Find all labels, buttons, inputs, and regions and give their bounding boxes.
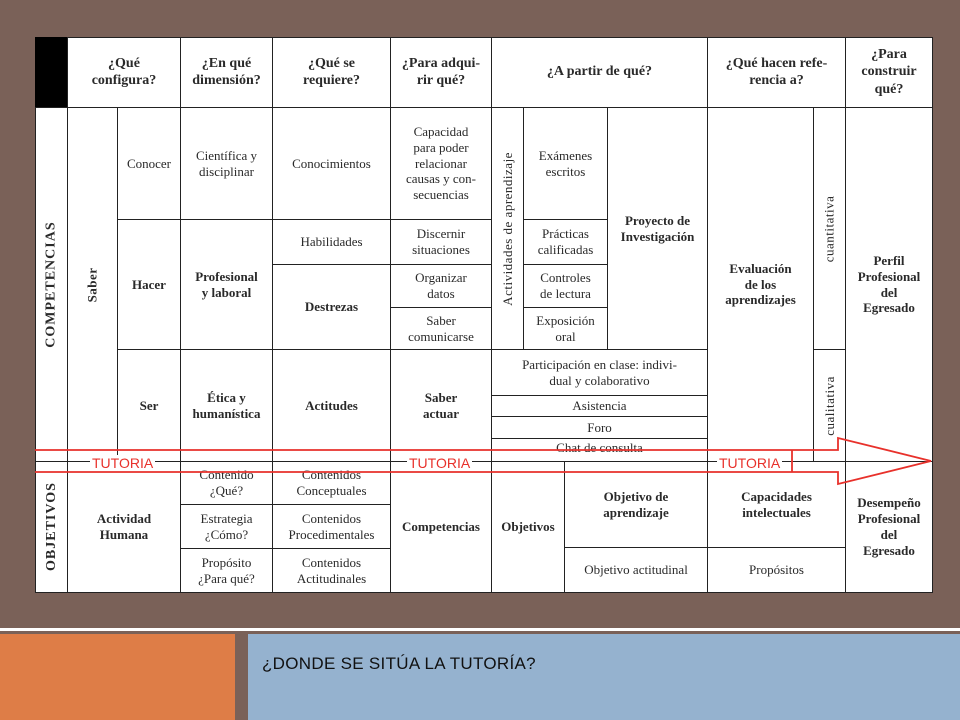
tutoria-label-2: TUTORIA [409, 455, 471, 471]
actividad-humana-cell: Actividad Humana [68, 462, 181, 593]
header-configura: ¿Qué configura? [68, 37, 181, 108]
profesional-cell: Profesional y laboral [181, 220, 273, 350]
tutoria-label-3: TUTORIA [719, 455, 781, 471]
slide-title: ¿DONDE SE SITÚA LA TUTORÍA? [262, 654, 536, 673]
competency-table [35, 37, 933, 593]
footer-accent-blue [248, 634, 960, 720]
section-objetivos: OBJETIVOS [35, 462, 68, 593]
participacion-cell: Participación en clase: indivi- dual y colaborativo [492, 350, 708, 396]
discernir-cell: Discernir situaciones [391, 220, 492, 265]
practicas-cell: Prácticas calificadas [524, 220, 608, 265]
header-referencia: ¿Qué hacen refe- rencia a? [708, 37, 846, 108]
examenes-cell: Exámenes escritos [524, 108, 608, 220]
cualitativa-cell: cualitativa [814, 350, 846, 462]
saber-cell: Saber [68, 108, 118, 462]
contenidos-conceptuales-cell: Contenidos Conceptuales [273, 462, 391, 505]
hacer-cell: Hacer [118, 220, 181, 350]
objetivos-cell: Objetivos [492, 462, 565, 593]
habilidades-cell: Habilidades [273, 220, 391, 265]
header-requiere: ¿Qué se requiere? [273, 37, 391, 108]
objetivo-aprendizaje-cell: Objetivo de aprendizaje [565, 462, 708, 548]
destrezas-cell: Destrezas [273, 265, 391, 350]
proposito-para-que-cell: Propósito ¿Para qué? [181, 549, 273, 593]
capacidad-cell: Capacidad para poder relacionar causas y con- secuencias [391, 108, 492, 220]
objetivo-actitudinal-cell: Objetivo actitudinal [565, 548, 708, 593]
tutoria-label-1: TUTORIA [92, 455, 154, 471]
footer-divider [0, 628, 960, 631]
cuantitativa-cell: cuantitativa [814, 108, 846, 350]
header-corner [35, 37, 68, 108]
perfil-cell: Perfil Profesional del Egresado [846, 108, 933, 462]
desempeno-cell: Desempeño Profesional del Egresado [846, 462, 933, 593]
capacidades-intelectuales-cell: Capacidades intelectuales [708, 462, 846, 548]
header-partir: ¿A partir de qué? [492, 37, 708, 108]
proyecto-cell: Proyecto de Investigación [608, 108, 708, 350]
organizar-cell: Organizar datos [391, 265, 492, 308]
competencias-cell: Competencias [391, 462, 492, 593]
header-dimension: ¿En qué dimensión? [181, 37, 273, 108]
actitudes-cell: Actitudes [273, 350, 391, 462]
exposicion-cell: Exposición oral [524, 308, 608, 350]
conocimientos-cell: Conocimientos [273, 108, 391, 220]
foro-cell: Foro [492, 417, 708, 439]
section-competencias: COMPETENCIAS [35, 108, 68, 462]
header-adquirir: ¿Para adqui- rir qué? [391, 37, 492, 108]
contenidos-actitudinales-cell: Contenidos Actitudinales [273, 549, 391, 593]
controles-cell: Controles de lectura [524, 265, 608, 308]
estrategia-como-cell: Estrategia ¿Cómo? [181, 505, 273, 549]
saber-actuar-cell: Saber actuar [391, 350, 492, 462]
ser-cell: Ser [118, 350, 181, 462]
chat-cell: Chat de consulta [492, 439, 708, 462]
header-construir: ¿Para construir qué? [846, 37, 933, 108]
actividades-cell: Actividades de aprendizaje [492, 108, 524, 350]
contenido-que-cell: Contenido ¿Qué? [181, 462, 273, 505]
etica-cell: Ética y humanística [181, 350, 273, 462]
cientifica-cell: Científica y disciplinar [181, 108, 273, 220]
asistencia-cell: Asistencia [492, 396, 708, 417]
evaluacion-cell: Evaluación de los aprendizajes [708, 108, 814, 462]
footer-accent-orange [0, 634, 235, 720]
conocer-cell: Conocer [118, 108, 181, 220]
saber-comunicarse-cell: Saber comunicarse [391, 308, 492, 350]
contenidos-procedimentales-cell: Contenidos Procedimentales [273, 505, 391, 549]
propositos-cell: Propósitos [708, 548, 846, 593]
